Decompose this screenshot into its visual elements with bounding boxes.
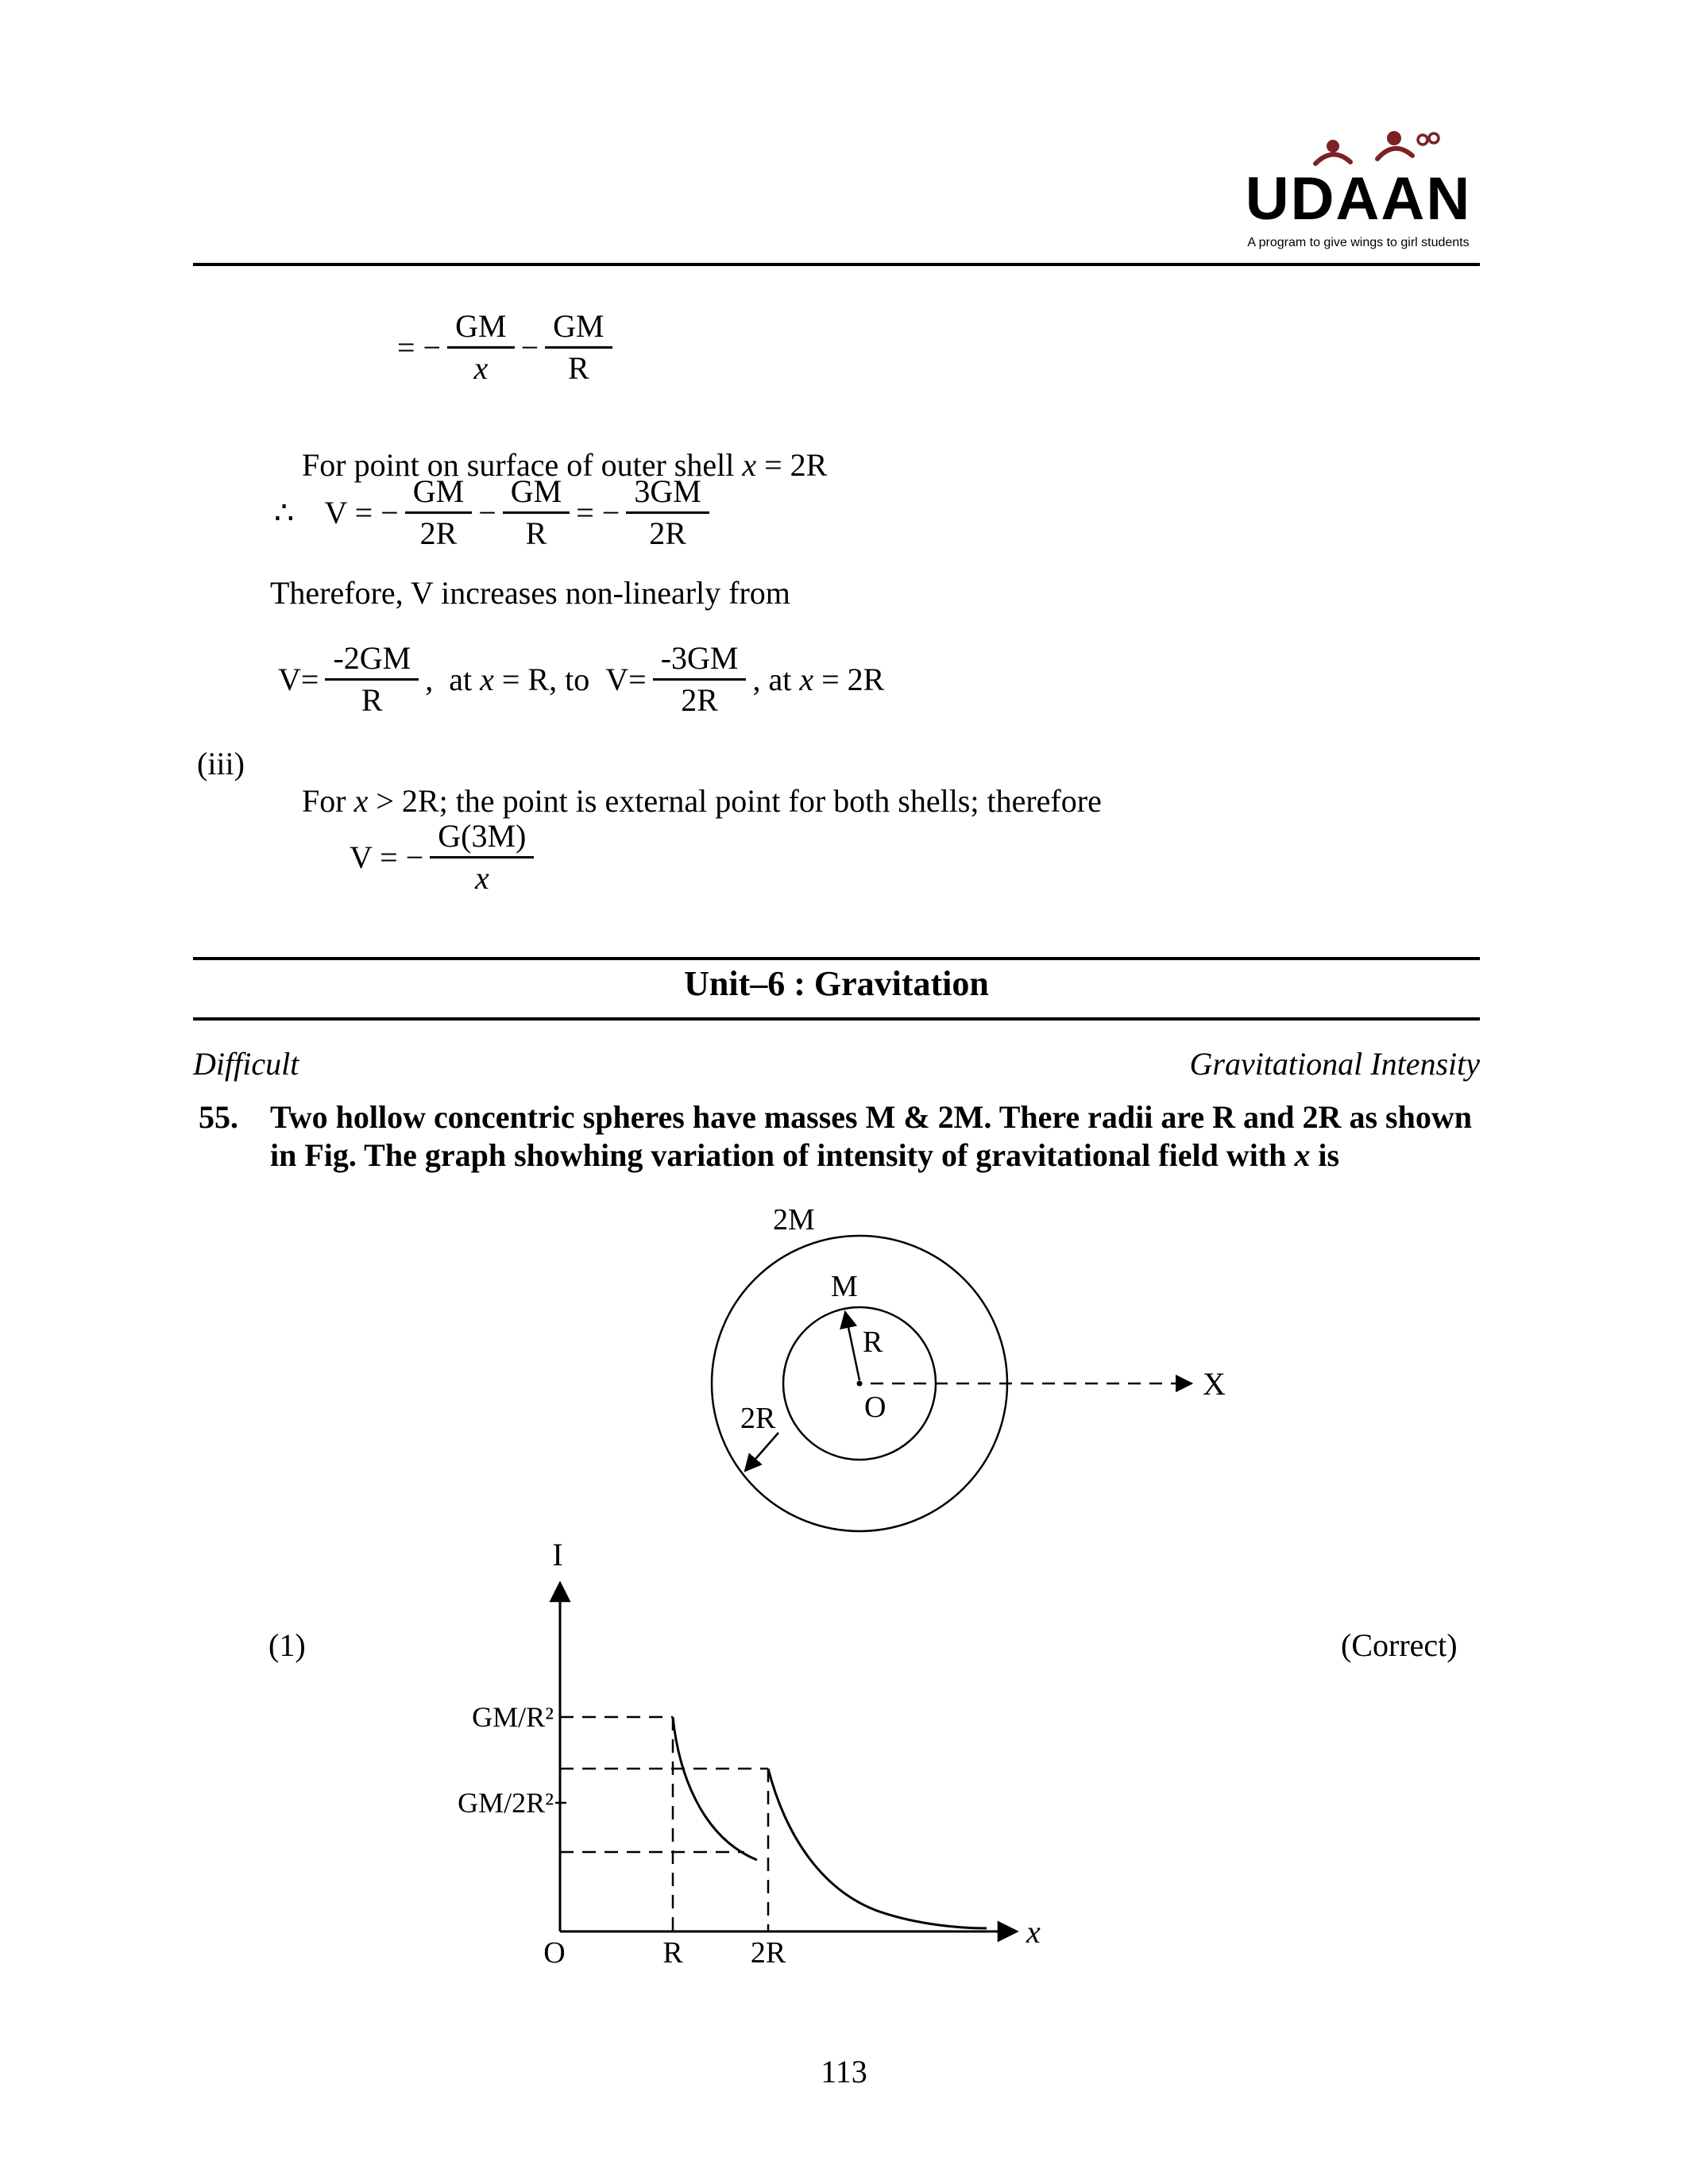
logo-tagline: A program to give wings to girl students [1247,236,1470,249]
variable-x: x [799,662,814,697]
x-tick-R-label: R [662,1936,683,1970]
intensity-graph [429,1529,1088,1989]
fraction [545,308,612,387]
therefore-symbol: ∴ [274,494,295,531]
center-dot [857,1381,863,1387]
outer-radius-label: 2R [740,1402,776,1435]
fraction-denominator: 2R [681,682,718,718]
solution-line-nonlinear: Therefore, V increases non-linearly from [270,575,790,611]
math-text: = 2R [813,662,885,697]
fraction-denominator: R [568,350,589,386]
fraction-denominator: R [361,682,383,718]
fraction [405,473,472,552]
center-label: O [864,1391,886,1424]
fraction-numerator: GM [405,473,472,514]
logo-people-icon [1315,131,1439,164]
fraction-numerator: G(3M) [430,818,534,859]
question-text [270,1098,1481,1175]
outer-mass-label: 2M [773,1203,815,1237]
correct-label: (Correct) [1341,1627,1458,1663]
fraction-denominator: R [525,515,547,551]
inner-radius-arrow [845,1312,859,1380]
figure-intensity-graph [429,1529,1088,1993]
math-text: = − [576,495,620,531]
question-number: 55. [199,1099,238,1135]
header-rule [193,263,1480,266]
variable-x: x [742,447,757,483]
meta-row [193,1045,1480,1082]
text: Two hollow concentric spheres have masses M & 2M. There radii are R and 2R as shown in Fig. The graph showhing variation of intensity of gravitational field with [270,1099,1472,1173]
item-iii-marker: (iii) [197,746,245,781]
text: = 2R [756,447,828,483]
inner-radius-label: R [863,1325,883,1359]
udaan-logo-graphic [1231,127,1485,264]
math-text: V= [278,662,319,697]
variable-x: x [480,662,494,697]
x-tick-2R-label: 2R [750,1936,786,1970]
text: > 2R; the point is external point for both shells; therefore [368,783,1102,819]
origin-label: O [543,1936,566,1970]
spheres-diagram [683,1183,1271,1588]
equation-4 [350,818,540,897]
curve-R-to-2R [673,1717,757,1860]
math-text: = R, to [493,662,606,697]
text: For [302,783,354,819]
fraction-numerator: -2GM [325,640,419,681]
fraction [447,308,514,387]
text: is [1310,1137,1340,1173]
difficulty-label: Difficult [193,1046,299,1082]
udaan-logo [1231,127,1485,264]
fraction-denominator: x [473,350,489,386]
equation-1 [397,308,619,387]
math-text: V = − [324,495,399,531]
fraction [653,640,747,719]
math-text: V = − [350,839,424,875]
fraction-denominator: x [474,860,489,896]
fraction-numerator: GM [503,473,570,514]
outer-radius-arrow [745,1433,778,1471]
x-axis-label: X [1203,1366,1226,1402]
fraction-denominator: 2R [419,515,458,551]
y-axis-label: I [552,1537,563,1572]
math-text: − [520,330,539,365]
fraction [503,473,570,552]
fraction-numerator: GM [447,308,514,349]
page-number: 113 [821,2054,867,2089]
logo-text: UDAAN [1245,165,1472,233]
variable-x: x [353,783,369,819]
math-text: = − [397,330,442,365]
equation-2 [274,473,716,552]
fraction [430,818,534,897]
math-text: , at [752,662,800,697]
option-number: (1) [268,1627,306,1663]
topic-label: Gravitational Intensity [1189,1046,1480,1082]
section-title: Unit–6 : Gravitation [684,964,989,1003]
math-text: − [478,495,496,531]
y-tick-low-label: GM/2R² [458,1787,554,1819]
fraction [626,473,709,552]
fraction-denominator: 2R [649,515,686,551]
section-rule-bottom [193,1017,1480,1021]
fraction-numerator: GM [545,308,612,349]
equation-3 [278,640,884,719]
y-tick-high-label: GM/R² [472,1701,554,1733]
inner-mass-label: M [831,1270,858,1303]
x-axis-label: x [1026,1914,1041,1950]
curve-beyond-2R [768,1769,987,1928]
fraction-numerator: 3GM [626,473,709,514]
fraction-numerator: -3GM [653,640,747,681]
section-rule-top [193,957,1480,960]
text: For point on surface of outer shell [302,447,743,483]
variable-x: x [1294,1137,1311,1173]
math-text: V= [605,662,647,697]
math-text: , at [425,662,481,697]
fraction [325,640,419,719]
